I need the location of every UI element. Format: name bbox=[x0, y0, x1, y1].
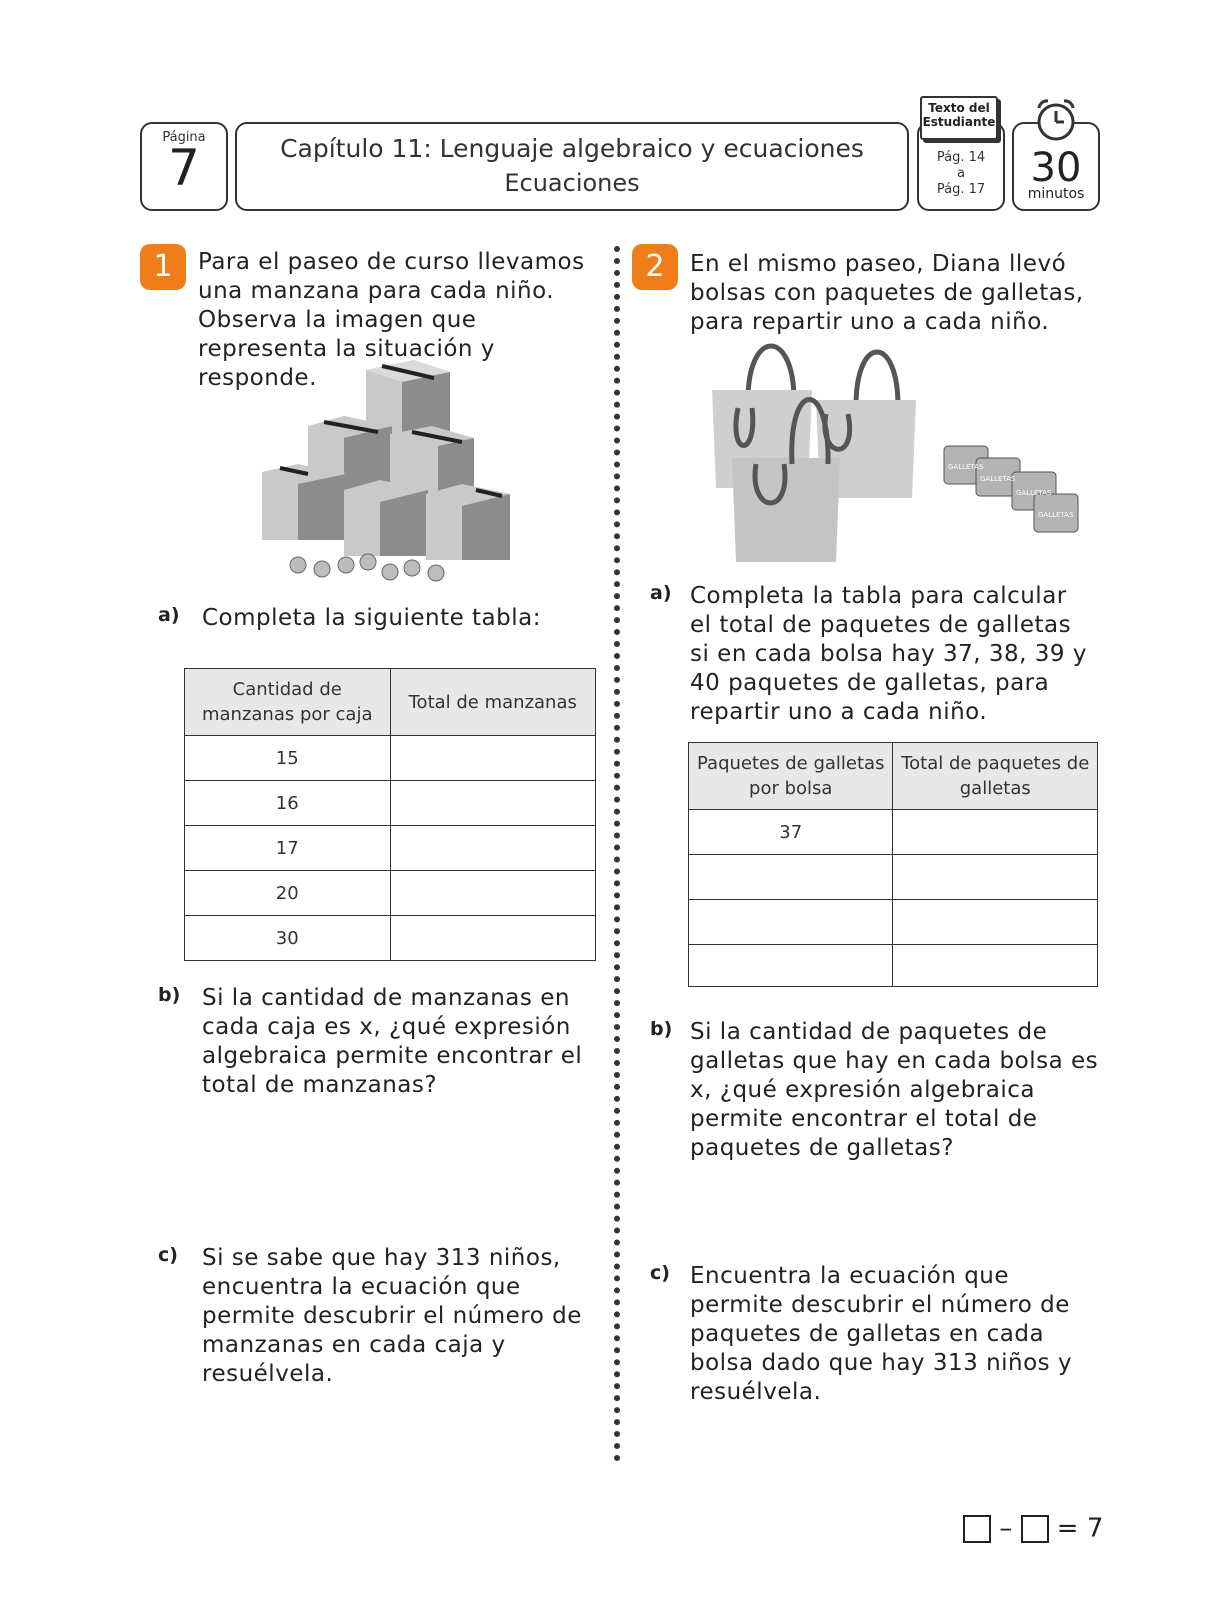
packs-per-bag-input[interactable] bbox=[689, 900, 893, 945]
problem-2a-letter: a) bbox=[650, 582, 672, 604]
problem-1c-text: Si se sabe que hay 313 niños, encuentra la ecuación que permite descubrir el número de manzanas en cada caja y resuélvela. bbox=[202, 1245, 582, 1387]
cookies-table-header-2: Total de paquetes de galletas bbox=[893, 743, 1098, 810]
apples bbox=[290, 554, 444, 581]
time-unit: minutos bbox=[1027, 186, 1085, 202]
problem-2c-text: Encuentra la ecuación que permite descubrir el número de paquetes de galletas en cada bolsa dado que hay 313 niños y resuélvela. bbox=[690, 1263, 1073, 1405]
apples-per-box-cell: 16 bbox=[185, 781, 391, 826]
packs-total-input[interactable] bbox=[893, 855, 1098, 900]
apples-total-input[interactable] bbox=[390, 826, 596, 871]
packs-per-bag-input[interactable] bbox=[689, 855, 893, 900]
footer-blank-1[interactable] bbox=[963, 1515, 991, 1543]
cookie-packs bbox=[944, 446, 1078, 532]
page-number-box bbox=[140, 122, 228, 211]
cookies-table bbox=[688, 742, 1098, 987]
problem-2a-text: Completa la tabla para calcular el total de paquetes de galletas si en cada bolsa hay 37, 38, 39 y 40 paquetes de galletas, para repartir uno a cada niño. bbox=[690, 583, 1087, 725]
footer-equation bbox=[963, 1513, 1103, 1544]
footer-minus: – bbox=[999, 1513, 1013, 1544]
apples-per-box-cell: 15 bbox=[185, 736, 391, 781]
box-bottom-2 bbox=[344, 480, 428, 556]
problem-1c-letter: c) bbox=[158, 1244, 178, 1266]
problem-2-statement: En el mismo paseo, Diana llevó bolsas con paquetes de galletas, para repartir uno a cada niño. bbox=[690, 251, 1084, 335]
footer-result: 7 bbox=[1086, 1513, 1104, 1544]
book-icon: Texto del Estudiante bbox=[920, 96, 998, 140]
apples-total-input[interactable] bbox=[390, 736, 596, 781]
cookie-pack-label: GALLETAS bbox=[1016, 489, 1052, 497]
footer-blank-2[interactable] bbox=[1021, 1515, 1049, 1543]
problem-2b-letter: b) bbox=[650, 1018, 673, 1040]
problem-2-badge: 2 bbox=[632, 244, 678, 290]
problem-1-statement: Para el paseo de curso llevamos una manzana para cada niño. Observa la imagen que representa la situación y responde. bbox=[198, 249, 585, 391]
section-title: Ecuaciones bbox=[504, 169, 640, 197]
packs-total-input[interactable] bbox=[893, 810, 1098, 855]
ref-start: Pág. 14 bbox=[936, 150, 986, 165]
apples-per-box-cell: 30 bbox=[185, 916, 391, 961]
ref-end: Pág. 17 bbox=[936, 182, 986, 197]
footer-equals: = bbox=[1056, 1513, 1079, 1544]
time-value: 30 bbox=[1030, 145, 1082, 191]
box-bottom-1 bbox=[262, 464, 346, 540]
cookie-pack-label: GALLETAS bbox=[1038, 511, 1074, 519]
problem-2c-letter: c) bbox=[650, 1262, 670, 1284]
problem-1b-text: Si la cantidad de manzanas en cada caja es x, ¿qué expresión algebraica permite encontrar el total de manzanas? bbox=[202, 985, 583, 1098]
box-bottom-3 bbox=[426, 484, 510, 560]
alarm-clock-icon bbox=[1030, 96, 1082, 144]
apples-total-input[interactable] bbox=[390, 916, 596, 961]
bags-illustration bbox=[708, 338, 1080, 562]
cookie-pack-label: GALLETAS bbox=[980, 475, 1016, 483]
apples-table-header-2: Total de manzanas bbox=[390, 669, 596, 736]
packs-per-bag-input[interactable] bbox=[689, 945, 893, 987]
problem-1a-letter: a) bbox=[158, 604, 180, 626]
apples-table-header-1: Cantidad de manzanas por caja bbox=[185, 669, 391, 736]
packs-total-input[interactable] bbox=[893, 900, 1098, 945]
column-divider bbox=[614, 246, 620, 1462]
problem-1-badge: 1 bbox=[140, 244, 186, 290]
page-label: Página bbox=[162, 130, 206, 145]
packs-per-bag-cell: 37 bbox=[689, 810, 893, 855]
apples-total-input[interactable] bbox=[390, 871, 596, 916]
chapter-title-box bbox=[235, 122, 909, 211]
packs-total-input[interactable] bbox=[893, 945, 1098, 987]
boxes-illustration bbox=[262, 360, 522, 592]
apples-total-input[interactable] bbox=[390, 781, 596, 826]
problem-2b-text: Si la cantidad de paquetes de galletas que hay en cada bolsa es x, ¿qué expresión algebraica permite encontrar el total de paquetes de galletas? bbox=[690, 1019, 1099, 1161]
ref-connector: a bbox=[957, 166, 965, 181]
problem-1a-text: Completa la siguiente tabla: bbox=[202, 605, 541, 631]
cookie-pack-label: GALLETAS bbox=[948, 463, 984, 471]
page-number: 7 bbox=[168, 139, 200, 197]
cookies-table-header-1: Paquetes de galletas por bolsa bbox=[689, 743, 893, 810]
apples-per-box-cell: 20 bbox=[185, 871, 391, 916]
apples-per-box-cell: 17 bbox=[185, 826, 391, 871]
problem-1b-letter: b) bbox=[158, 984, 181, 1006]
chapter-title: Capítulo 11: Lenguaje algebraico y ecuaciones bbox=[280, 134, 864, 163]
apples-table bbox=[184, 668, 596, 961]
